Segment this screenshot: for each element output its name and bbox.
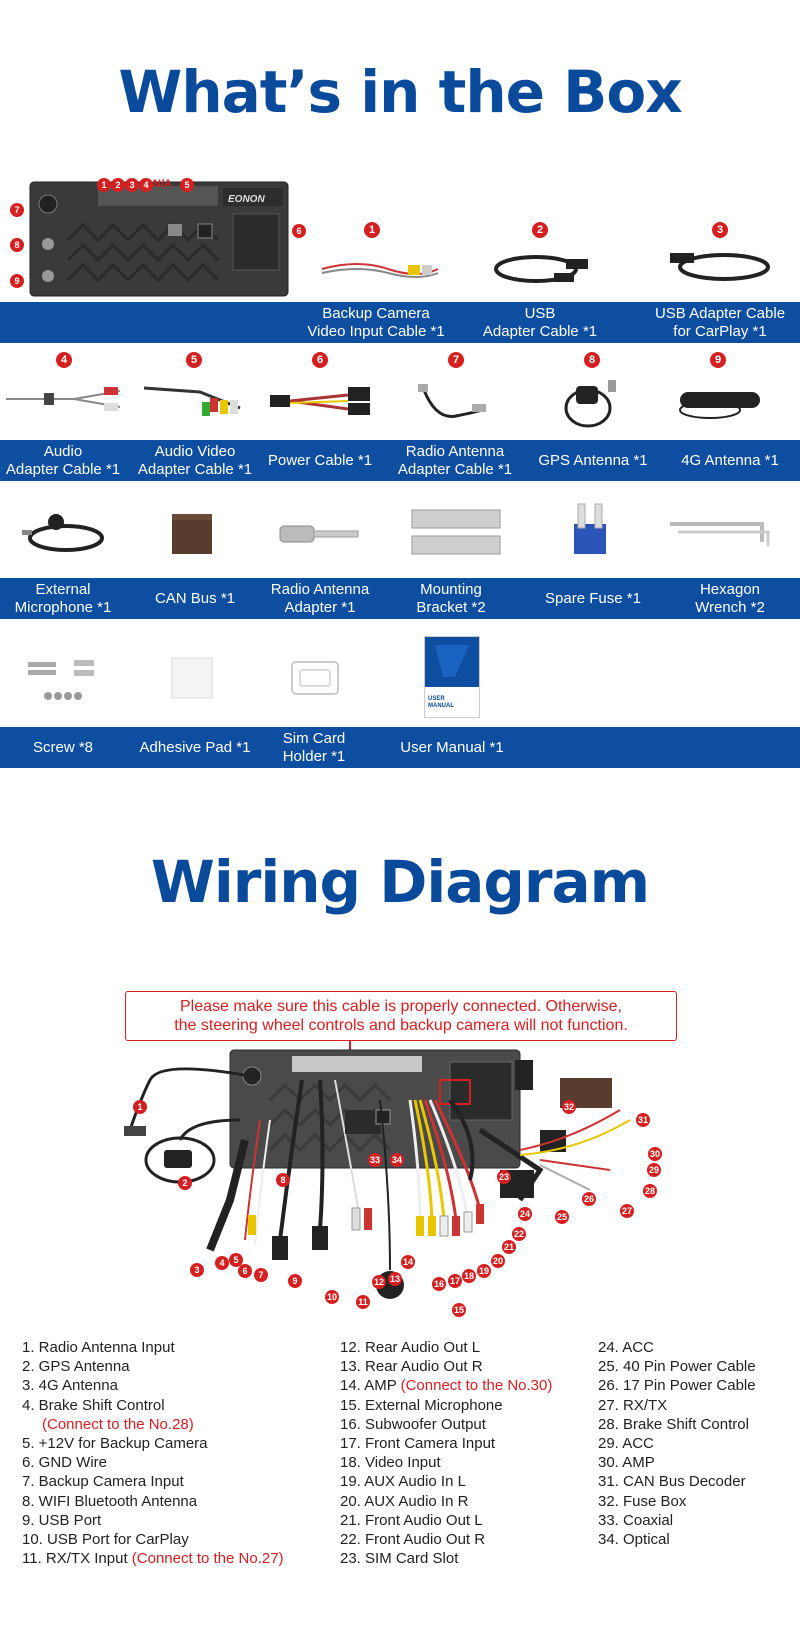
legend-item-note: (Connect to the No.27) (131, 1550, 284, 1568)
legend-item-text: 4. Brake Shift Control (22, 1396, 165, 1414)
label-power-cable: Power Cable *1 (267, 451, 373, 469)
legend-item-text: 18. Video Input (340, 1454, 441, 1472)
callout-21: 21 (503, 1242, 514, 1252)
legend-item (340, 1453, 552, 1472)
label-mounting-bracket: Mounting Bracket *2 (416, 580, 486, 616)
legend-item (598, 1511, 756, 1530)
legend-item-text: 1. Radio Antenna Input (22, 1339, 175, 1356)
legend-item-text: 8. WIFI Bluetooth Antenna (22, 1492, 198, 1510)
legend-item-text: 34. Optical (598, 1531, 670, 1549)
legend-item-text: 7. Backup Camera Input (22, 1473, 184, 1491)
callout-23: 23 (498, 1172, 509, 1182)
usb-adapter-cable-image (488, 247, 592, 292)
label-screw: Screw *8 (32, 738, 94, 756)
legend-item (22, 1472, 284, 1491)
legend-item-text: 30. AMP (598, 1454, 655, 1472)
spare-fuse-image (570, 502, 610, 563)
legend-item (22, 1530, 284, 1549)
radio-antenna-adapter-cable-image (416, 380, 488, 431)
legend-item-text: 13. Rear Audio Out R (340, 1358, 483, 1376)
legend-item-text: 5. +12V for Backup Camera (22, 1435, 208, 1453)
callout-33: 33 (369, 1155, 380, 1165)
callout-8: 8 (276, 1173, 290, 1187)
legend-item (340, 1434, 552, 1453)
user-manual-image (424, 636, 480, 718)
legend-item-text: 19. AUX Audio In L (340, 1473, 466, 1491)
legend-item (598, 1492, 756, 1511)
marker-9: 9 (10, 274, 24, 288)
item-number-9: 9 (710, 352, 726, 368)
legend-item-text: 23. SIM Card Slot (340, 1550, 459, 1568)
callout-27: 27 (621, 1206, 632, 1216)
legend-item-text: 21. Front Audio Out L (340, 1511, 483, 1529)
callout-17: 17 (449, 1276, 460, 1286)
label-can-bus: CAN Bus *1 (154, 589, 236, 607)
item-number-5: 5 (186, 352, 202, 368)
legend-item-note: (Connect to the No.30) (400, 1377, 553, 1395)
label-4g-antenna: 4G Antenna *1 (681, 451, 779, 469)
legend-item-text: 24. ACC (598, 1339, 654, 1356)
legend-item (598, 1530, 756, 1549)
legend-column-2 (340, 1338, 552, 1568)
usb-carplay-cable-image (664, 245, 774, 290)
legend-item (22, 1338, 284, 1357)
legend-item-text: 3. 4G Antenna (22, 1377, 118, 1395)
legend-item-text: 16. Subwoofer Output (340, 1415, 486, 1433)
legend-item-text: 11. RX/TX Input (22, 1550, 132, 1568)
legend-item-text: 29. ACC (598, 1435, 654, 1453)
legend-item-text: 14. AMP (340, 1377, 401, 1395)
4g-antenna-image (670, 384, 770, 429)
screws-image (24, 656, 104, 709)
legend-item (22, 1549, 284, 1568)
callout-16: 16 (433, 1279, 444, 1289)
legend-item (22, 1415, 284, 1434)
callout-28: 28 (644, 1186, 655, 1196)
marker-4: 4 (139, 178, 153, 192)
callout-18: 18 (463, 1271, 474, 1281)
legend-item (340, 1415, 552, 1434)
label-usb-adapter-cable: USB Adapter Cable *1 (482, 304, 598, 340)
legend-item-text: 17. Front Camera Input (340, 1435, 496, 1453)
mounting-bracket-image (410, 508, 502, 563)
legend-item (22, 1453, 284, 1472)
legend-item (340, 1530, 552, 1549)
wiring-warning-text: Please make sure this cable is properly connected. Otherwise, the steering wheel controls and backup camera will not function. (174, 998, 628, 1034)
backup-camera-cable-image (318, 255, 442, 290)
label-gps-antenna: GPS Antenna *1 (538, 451, 648, 469)
callout-22: 22 (513, 1229, 524, 1239)
legend-item (340, 1338, 552, 1357)
legend-item (340, 1472, 552, 1491)
user-manual-cover-text: USER MANUAL (428, 696, 454, 709)
item-number-3: 3 (712, 222, 728, 238)
sim-card-holder-image (288, 658, 342, 703)
label-audio-video-cable: Audio Video Adapter Cable *1 (137, 442, 253, 478)
legend-item-text: 22. Front Audio Out R (340, 1531, 486, 1549)
legend-item (598, 1376, 756, 1395)
power-cable-image (268, 383, 372, 422)
legend-item-text: 26. 17 Pin Power Cable (598, 1377, 756, 1395)
callout-5: 5 (229, 1253, 243, 1267)
legend-item (340, 1357, 552, 1376)
legend-item (22, 1492, 284, 1511)
item-number-2: 2 (532, 222, 548, 238)
wiring-diagram-image (120, 1040, 680, 1335)
legend-item (598, 1472, 756, 1491)
callout-7: 7 (254, 1268, 268, 1282)
callout-6: 6 (238, 1264, 252, 1278)
legend-item (598, 1396, 756, 1415)
callout-34: 34 (391, 1155, 402, 1165)
legend-item-text: 27. RX/TX (598, 1396, 668, 1414)
radio-antenna-adapter-image (276, 522, 360, 551)
legend-item-text: 33. Coaxial (598, 1511, 674, 1529)
legend-item-text: 15. External Microphone (340, 1396, 503, 1414)
label-spare-fuse: Spare Fuse *1 (545, 589, 641, 607)
legend-item-text: 10. USB Port for CarPlay (22, 1531, 189, 1549)
label-sim-card-holder: Sim Card Holder *1 (282, 729, 346, 765)
callout-29: 29 (648, 1165, 659, 1175)
item-number-8: 8 (584, 352, 600, 368)
marker-5: 5 (180, 178, 194, 192)
callout-14: 14 (402, 1257, 413, 1267)
legend-item (340, 1376, 552, 1395)
legend-item-text: 12. Rear Audio Out L (340, 1339, 481, 1356)
legend-column-1 (22, 1338, 284, 1568)
legend-item-text: 28. Brake Shift Control (598, 1415, 749, 1433)
marker-3: 3 (125, 178, 139, 192)
audio-adapter-cable-image (4, 385, 124, 420)
legend-item (22, 1376, 284, 1395)
callout-24: 24 (519, 1209, 530, 1219)
item-number-1: 1 (364, 222, 380, 238)
legend-item (22, 1511, 284, 1530)
label-hexagon-wrench: Hexagon Wrench *2 (695, 580, 765, 616)
label-radio-antenna-adapter-cable: Radio Antenna Adapter Cable *1 (397, 442, 513, 478)
legend-item-note: (Connect to the No.28) (42, 1415, 194, 1433)
label-external-microphone: External Microphone *1 (14, 580, 112, 616)
legend-item (598, 1453, 756, 1472)
legend-item (598, 1415, 756, 1434)
legend-item (598, 1357, 756, 1376)
legend-item (340, 1396, 552, 1415)
callout-12: 12 (373, 1277, 384, 1287)
legend-item-text: 20. AUX Audio In R (340, 1492, 469, 1510)
wiring-title: Wiring Diagram (150, 848, 650, 916)
legend-item (598, 1434, 756, 1453)
legend-item (22, 1434, 284, 1453)
item-number-7: 7 (448, 352, 464, 368)
callout-11: 11 (356, 1295, 370, 1309)
gps-antenna-image (558, 374, 622, 437)
legend-item-text: 31. CAN Bus Decoder (598, 1473, 746, 1491)
callout-25: 25 (556, 1212, 567, 1222)
callout-15: 15 (453, 1305, 464, 1315)
callout-32: 32 (563, 1102, 574, 1112)
box-title: What’s in the Box (118, 58, 682, 126)
label-adhesive-pad: Adhesive Pad *1 (139, 738, 251, 756)
callout-4: 4 (215, 1256, 229, 1270)
legend-item-text: 6. GND Wire (22, 1454, 108, 1472)
head-unit-brand: EONON (228, 194, 265, 205)
item-number-6: 6 (312, 352, 328, 368)
label-radio-antenna-adapter: Radio Antenna Adapter *1 (270, 580, 370, 616)
marker-na: N/A (153, 178, 172, 190)
callout-19: 19 (478, 1266, 489, 1276)
wiring-warning (125, 991, 677, 1041)
legend-item-text: 32. Fuse Box (598, 1492, 687, 1510)
legend-item (340, 1492, 552, 1511)
external-microphone-image (20, 508, 106, 563)
callout-20: 20 (492, 1256, 503, 1266)
callout-3: 3 (190, 1263, 204, 1277)
callout-13: 13 (389, 1274, 400, 1284)
marker-7: 7 (10, 203, 24, 217)
label-backup-camera-cable: Backup Camera Video Input Cable *1 (307, 304, 445, 340)
callout-26: 26 (583, 1194, 594, 1204)
legend-item (22, 1357, 284, 1376)
callout-2: 2 (178, 1176, 192, 1190)
hexagon-wrench-image (668, 514, 774, 555)
can-bus-image (170, 512, 214, 561)
legend-item-text: 2. GPS Antenna (22, 1358, 130, 1376)
marker-8: 8 (10, 238, 24, 252)
legend-item (340, 1511, 552, 1530)
legend-item (22, 1396, 284, 1415)
label-usb-carplay-cable: USB Adapter Cable for CarPlay *1 (654, 304, 786, 340)
label-user-manual: User Manual *1 (400, 738, 504, 756)
legend-column-3 (598, 1338, 756, 1549)
callout-10: 10 (326, 1292, 337, 1302)
callout-31: 31 (637, 1115, 648, 1125)
label-audio-adapter-cable: Audio Adapter Cable *1 (5, 442, 121, 478)
legend-item (340, 1549, 552, 1568)
item-number-4: 4 (56, 352, 72, 368)
legend-item-text: 9. USB Port (22, 1511, 102, 1529)
marker-1: 1 (97, 178, 111, 192)
legend-item (598, 1338, 756, 1357)
callout-30: 30 (649, 1149, 660, 1159)
callout-1: 1 (133, 1100, 147, 1114)
audio-video-cable-image (140, 378, 250, 423)
marker-2: 2 (111, 178, 125, 192)
adhesive-pad-image (170, 656, 214, 705)
marker-6: 6 (292, 224, 306, 238)
legend-item-text: 25. 40 Pin Power Cable (598, 1358, 756, 1376)
callout-9: 9 (288, 1274, 302, 1288)
